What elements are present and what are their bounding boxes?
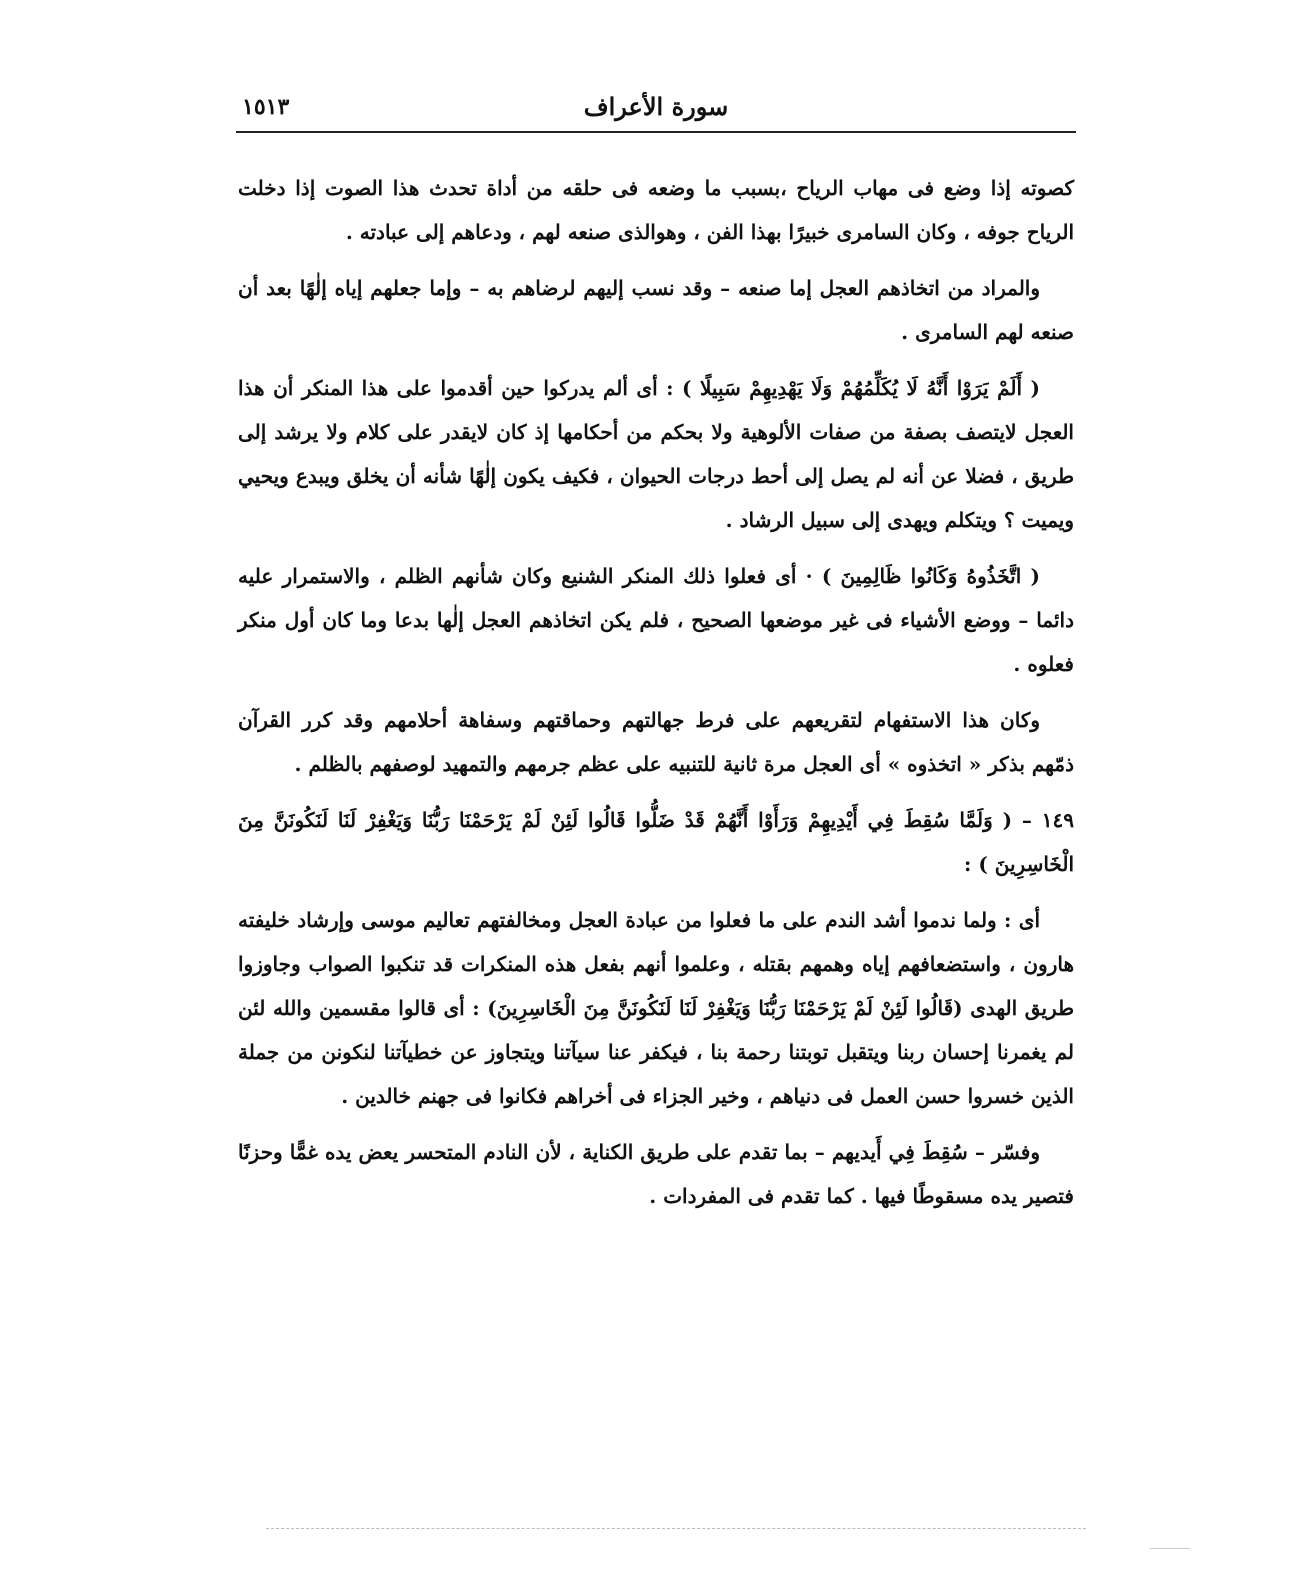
scan-edge-mark xyxy=(1150,1548,1190,1549)
header-divider xyxy=(236,131,1076,133)
verse-text: – ( وَلَمَّا سُقِطَ فِي أَيْدِيهِمْ وَرَأَوْا أَنَّهُمْ قَدْ ضَلُّوا قَالُوا لَئِنْ لَمْ يَرْحَمْنَا رَبُّنَا وَيَغْفِرْ لَنَا لَنَكُونَنَّ مِنَ الْخَاسِرِينَ ) : xyxy=(238,808,1074,876)
commentary-c1: أى : ولما ندموا أشد الندم على ما فعلوا من عبادة العجل ومخالفتهم تعاليم موسى وإرشاد خليفته هارون ، واستضعافهم إياه وهمهم بقتله ، وعلموا أنهم بفعل هذه المنكرات قد تنكبوا الصواب وجاوزوا طريق الهدى (قَالُوا لَئِنْ لَمْ يَرْحَمْنَا رَبُّنَا وَيَغْفِرْ لَنَا لَنَكُونَنَّ مِنَ الْخَاسِرِينَ) : أى قالوا مقسمين والله لئن لم يغمرنا إحسان ربنا ويتقبل توبتنا رحمة بنا ، فيكفر عنا سيآتنا ويتجاوز عن خطيآتنا لنكونن من جملة الذين خسروا حسن العمل فى دنياهم ، وخير الجزاء فى أخراهم فكانوا فى جهنم خالدين . xyxy=(238,908,1074,1108)
paragraph-p5: وكان هذا الاستفهام لتقريعهم على فرط جهالتهم وحماقتهم وسفاهة أحلامهم وقد كرر القرآن ذمّهم بذكر « اتخذوه » أى العجل مرة ثانية للتنبيه على عظم جرمهم والتمهيد لوصفهم بالظلم . xyxy=(238,708,1074,776)
paragraph-p4: ( اتَّخَذُوهُ وَكَانُوا ظَالِمِينَ ) · أى فعلوا ذلك المنكر الشنيع وكان شأنهم الظلم ، والاستمرار عليه دائما – ووضع الأشياء فى غير موضعها الصحيح ، فلم يكن اتخاذهم العجل إلٰها بدعا وما كان أول منكر فعلوه . xyxy=(238,564,1074,676)
surah-title: سورة الأعراف xyxy=(583,92,729,121)
paragraph-p3: ( أَلَمْ يَرَوْا أَنَّهُ لَا يُكَلِّمُهُمْ وَلَا يَهْدِيهِمْ سَبِيلًا ) : أى ألم يدركوا حين أقدموا على هذا المنكر أن هذا العجل لايتصف بصفة من صفات الألوهية ولا بحكم من أحكامها إذ كان لايقدر على كلام ولا يرشد إلى طريق ، فضلا عن أنه لم يصل إلى أحط درجات الحيوان ، فكيف يكون إلٰهًا شأنه أن يخلق ويبدع ويحيي ويميت ؟ ويتكلم ويهدى إلى سبيل الرشاد . xyxy=(238,376,1074,532)
body-text xyxy=(238,166,1074,1230)
paragraph-p1: كصوته إذا وضع فى مهاب الرياح ،بسبب ما وضعه فى حلقه من أداة تحدث هذا الصوت إذا دخلت الرياح جوفه ، وكان السامرى خبيرًا بهذا الفن ، وهوالذى صنعه لهم ، ودعاهم إلى عبادته . xyxy=(238,176,1074,244)
verse-block xyxy=(238,798,1074,886)
scan-edge-line xyxy=(266,1528,1086,1529)
commentary-c2: وفسّر – سُقِطَ فِي أَيديهم – بما تقدم على طريق الكناية ، لأن النادم المتحسر يعض يده غمًّا وحزنًا فتصير يده مسقوطًا فيها . كما تقدم فى المفردات . xyxy=(238,1140,1074,1208)
page-header xyxy=(236,92,1076,130)
paragraph-p2: والمراد من اتخاذهم العجل إما صنعه – وقد نسب إليهم لرضاهم به – وإما جعلهم إياه إلٰهًا بعد أن صنعه لهم السامرى . xyxy=(238,276,1074,344)
page-number: ١٥١٣ xyxy=(242,94,290,120)
verse-number: ١٤٩ xyxy=(1041,808,1075,832)
